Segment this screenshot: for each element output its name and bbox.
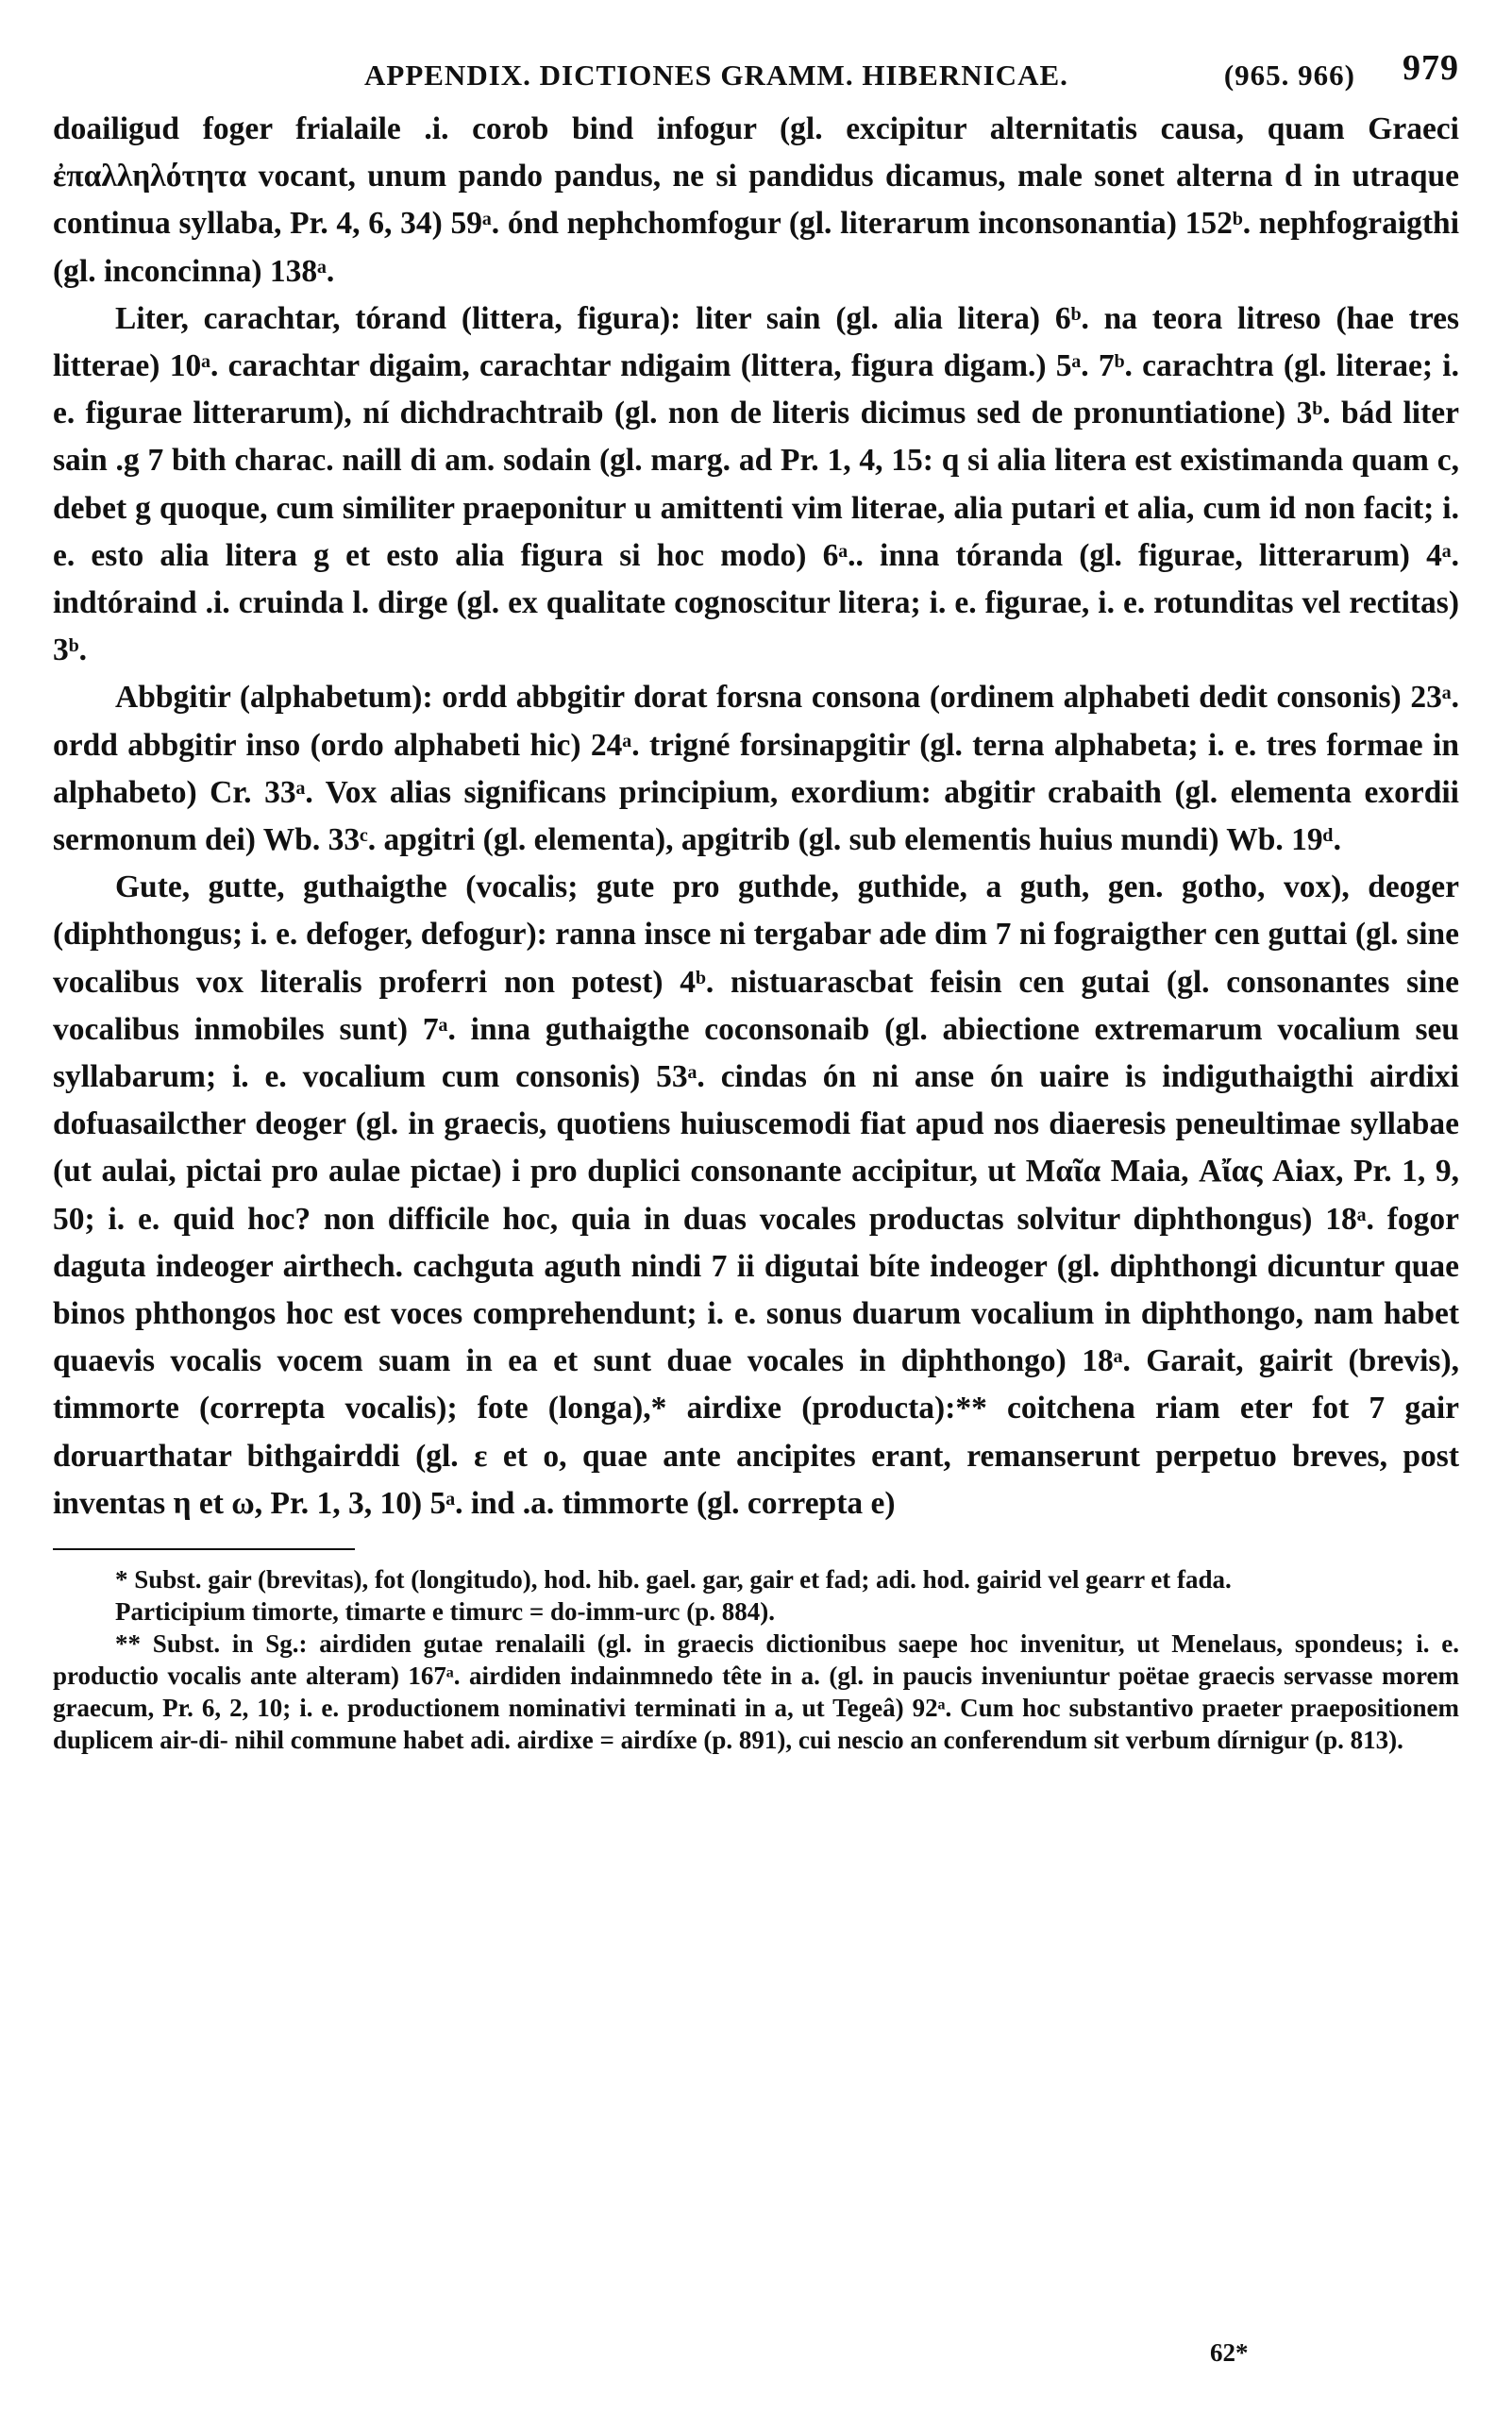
section-numbers: (965. 966) [1223,59,1355,92]
footnotes [53,1563,1459,1756]
footnote-rule [53,1548,355,1550]
signature-mark: 62* [1210,2338,1249,2367]
page [53,42,1459,2383]
paragraph-abbgitir: Abbgitir (alphabetum): ordd abbgitir dorat forsna consona (ordinem alphabeti dedit consonis) 23ᵃ. ordd abbgitir inso (ordo alphabeti hic) 24ᵃ. trigné forsinapgitir (gl. terna alphabeta; i. e. tres formae in alphabeto) Cr. 33ᵃ. Vox alias significans principium, exordium: abgitir crabaith (gl. elementa exordii sermonum dei) Wb. 33ᶜ. apgitri (gl. elementa), apgitrib (gl. sub elementis huius mundi) Wb. 19ᵈ. [53,680,1459,858]
footnote-2: ** Subst. in Sg.: airdiden gutae renalaili (gl. in graecis dictionibus saepe hoc invenitur, ut Menelaus, spondeus; i. e. productio vocalis ante alteram) 167ᵃ. airdiden indainmnedo tête in a. (gl. in paucis inveniuntur poëtae graecis servasse morem graecum, Pr. 6, 2, 10; i. e. productionem nominativi terminati in a, ut Tegeâ) 92ᵃ. Cum hoc substantivo praeter praepositionem duplicem air-di- nihil commune habet adi. airdixe = airdíxe (p. 891), cui nescio an conferendum sit verbum dírnigur (p. 813). [53,1629,1459,1755]
running-title: APPENDIX. DICTIONES GRAMM. HIBERNICAE. [364,59,1068,92]
page-number: 979 [1403,48,1459,88]
footnote-1: * Subst. gair (brevitas), fot (longitudo), hod. hib. gael. gar, gair et fad; adi. hod. gairid vel gearr et fada. [115,1565,1232,1595]
main-text [53,106,1459,1527]
footnote-participium: Participium timorte, timarte e timurc = do-imm-urc (p. 884). [115,1597,775,1627]
paragraph-liter: Liter, carachtar, tórand (littera, figura): liter sain (gl. alia litera) 6ᵇ. na teora litreso (hae tres litterae) 10ᵃ. carachtar digaim, carachtar ndigaim (littera, figura digam.) 5ᵃ. 7ᵇ. carachtra (gl. literae; i. e. figurae litterarum), ní dichdrachtraib (gl. non de literis dicimus sed de pronuntiatione) 3ᵇ. bád liter sain .g 7 bith charac. naill di am. sodain (gl. marg. ad Pr. 1, 4, 15: q si alia litera est existimanda quam c, debet g quoque, cum similiter praeponitur u amittenti vim literae, alia putari et alia, cum id non facit; i. e. esto alia litera g et esto alia figura si hoc modo) 6ᵃ.. inna tóranda (gl. figurae, litterarum) 4ᵃ. indtóraind .i. cruinda l. dirge (gl. ex qualitate cognoscitur litera; i. e. figurae, i. e. rotunditas vel rectitas) 3ᵇ. [53,300,1459,668]
running-header [53,42,1459,106]
paragraph-doailigud: doailigud foger frialaile .i. corob bind infogur (gl. excipitur alternitatis causa, quam Graeci ἐπαλληλότητα vocant, unum pando pandus, ne si pandidus dicamus, male sonet alterna d in utraque continua syllaba, Pr. 4, 6, 34) 59ᵃ. ónd nephchomfogur (gl. literarum inconsonantia) 152ᵇ. nephfograigthi (gl. inconcinna) 138ᵃ. [53,111,1459,289]
paragraph-gute: Gute, gutte, guthaigthe (vocalis; gute pro guthde, guthide, a guth, gen. gotho, vox), deoger (diphthongus; i. e. defoger, defogur): ranna insce ni tergabar ade dim 7 ni fograigther cen guttai (gl. sine vocalibus vox literalis proferri non potest) 4ᵇ. nistuarascbat feisin cen gutai (gl. consonantes sine vocalibus inmobiles sunt) 7ᵃ. inna guthaigthe coconsonaib (gl. abiectione extremarum vocalium seu syllabarum; i. e. vocalium cum consonis) 53ᵃ. cindas ón ni anse ón uaire is indiguthaigthi airdixi dofuasailcther deoger (gl. in graecis, quotiens huiuscemodi fiat apud nos diaeresis peneultimae syllabae (ut aulai, pictai pro aulae pictae) i pro duplici consonante accipitur, ut Μαῖα Maia, Αἴας Aiax, Pr. 1, 9, 50; i. e. quid hoc? non difficile hoc, quia in duas vocales productas solvitur diphthongus) 18ᵃ. fogor daguta indeoger airthech. cachguta aguth nindi 7 ii digutai bíte indeoger (gl. diphthongi dicuntur quae binos phthongos hoc est voces comprehendunt; i. e. sonus duarum vocalium in diphthongo, nam habet quaevis vocalis vocem suam in ea et sunt duae vocales in diphthongo) 18ᵃ. Garait, gairit (brevis), timmorte (correpta vocalis); fote (longa),* airdixe (producta):** coitchena riam eter fot 7 gair doruarthatar bithgairddi (gl. ε et ο, quae ante ancipites erant, remanserunt perpetuo breves, post inventas η et ω, Pr. 1, 3, 10) 5ᵃ. ind .a. timmorte (gl. correpta e) [53,869,1459,1521]
